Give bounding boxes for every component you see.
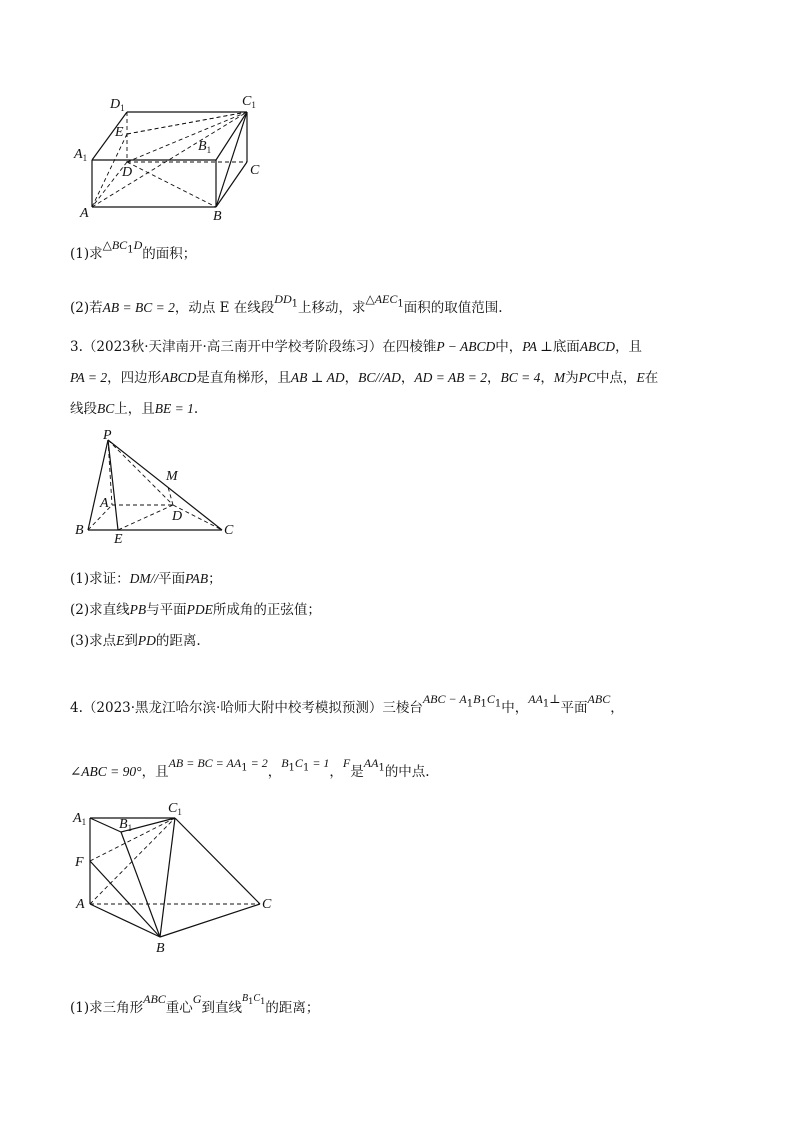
label-P: P: [103, 430, 112, 443]
label-A: A: [80, 206, 89, 221]
q2-part2: (2)若AB = BC = 2，动点 E 在线段$DD_1$上移动，求$\triangle AEC_1$面积的取值范围.: [70, 292, 503, 316]
label-B1: $B_1$: [198, 139, 212, 155]
label-C1: $C_1$: [242, 94, 256, 110]
label-D: D: [122, 165, 133, 180]
q4-line2: ∠ABC = 90°，且AB = BC = $AA_1 = 2$，$B_1C_1 = 1$，F是$AA_1$的中点.: [70, 756, 430, 780]
label-A1: $A_1$: [74, 147, 88, 163]
q3-part3: (3)求点E到PD的距离.: [70, 633, 201, 649]
label-E: E: [114, 532, 123, 545]
figure-frustum: [70, 800, 280, 960]
label-C1: $C_1$: [168, 801, 182, 817]
label-D: D: [172, 509, 183, 524]
label-F: F: [75, 855, 84, 870]
label-M: M: [166, 469, 178, 484]
q4-part1: (1)求三角形ABC重心G到直线$^{B_1C_1}$的距离；: [70, 992, 320, 1016]
q4-line1: 4.（2023·黑龙江哈尔滨·哈师大附中校考模拟预测）三棱台ABC − $A_1B_1C_1$中，$AA_1\perp$平面ABC，: [70, 692, 624, 716]
q2-part1: (1)求$\triangle BC_1D$的面积；: [70, 238, 197, 262]
label-B: B: [75, 523, 84, 538]
label-C: C: [250, 163, 260, 178]
label-A: A: [76, 897, 85, 912]
label-A1: $A_1$: [73, 811, 87, 827]
label-C: C: [224, 523, 234, 538]
label-A: A: [100, 496, 109, 511]
q3-line1: 3.（2023秋·天津南开·高三南开中学校考阶段练习）在四棱锥P − ABCD中，PA ⊥底面ABCD，且: [70, 339, 643, 355]
q3-part2: (2)求直线PB与平面PDE所成角的正弦值；: [70, 602, 321, 618]
q3-part1: (1)求证：DM//平面PAB；: [70, 571, 222, 587]
q3-line2: PA = 2，四边形ABCD是直角梯形，且AB ⊥ AD，BC//AD，AD = AB = 2，BC = 4，M为PC中点，E在: [70, 370, 659, 386]
label-D1: $D_1$: [110, 97, 125, 113]
label-C: C: [262, 897, 272, 912]
label-B1: $B_1$: [119, 817, 133, 833]
label-E: E: [115, 125, 124, 140]
figure-pyramid: [70, 430, 245, 545]
figure-cuboid: [70, 90, 270, 225]
label-B: B: [156, 941, 165, 956]
q3-line3: 线段BC上，且BE = 1.: [70, 401, 199, 417]
label-B: B: [213, 209, 222, 224]
